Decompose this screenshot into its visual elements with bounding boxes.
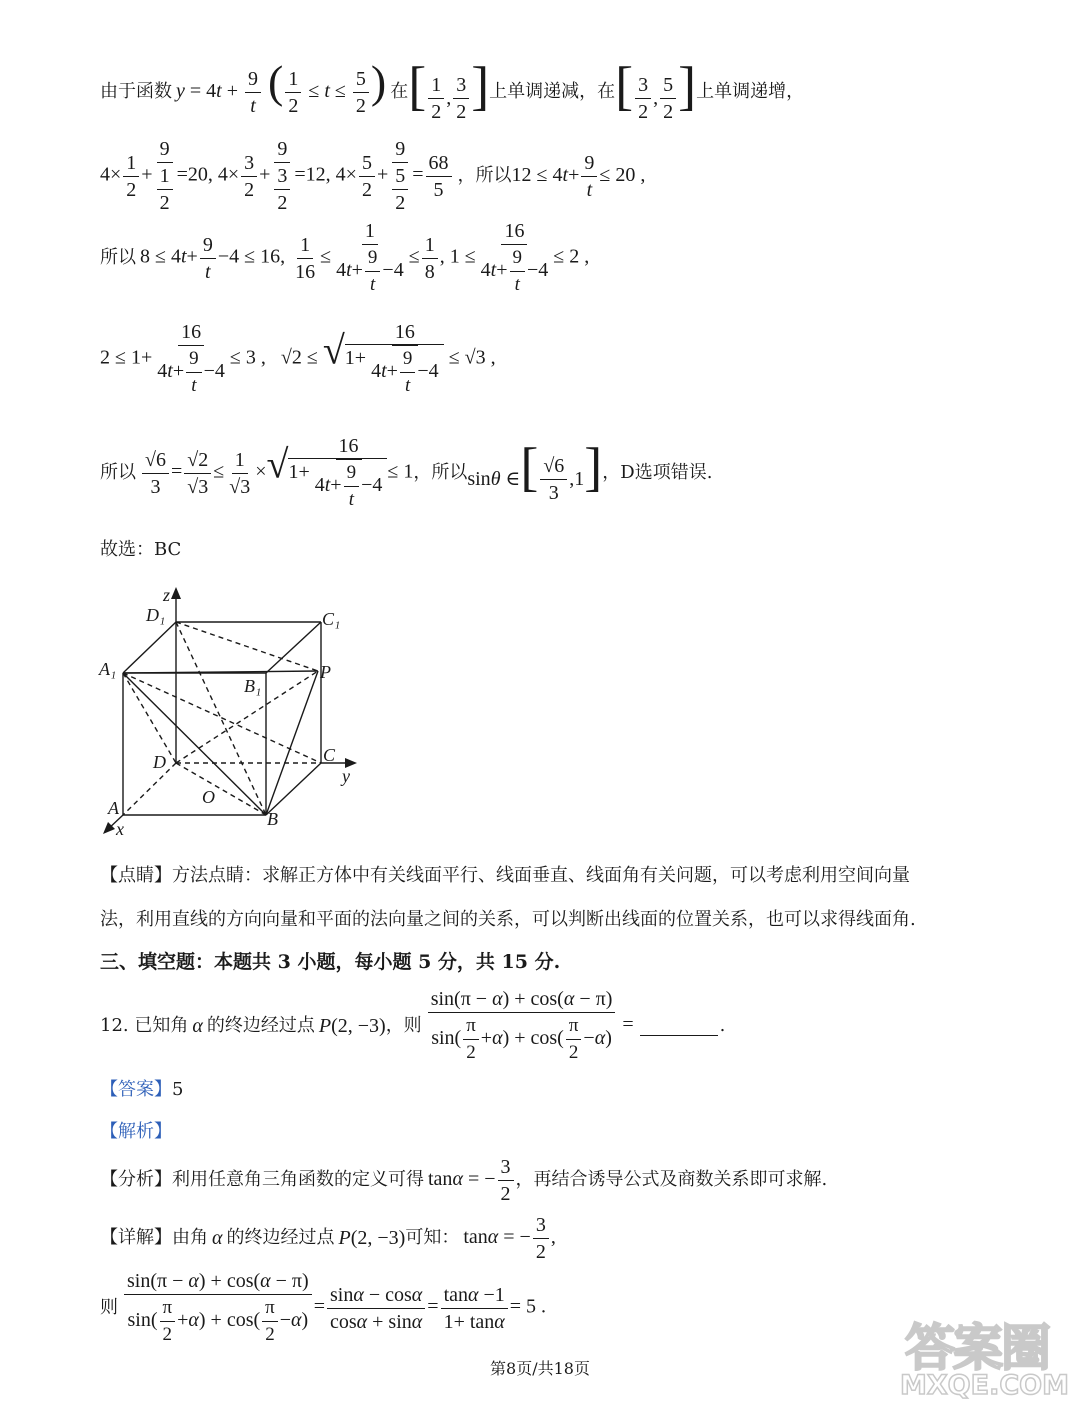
q12-then: ，则 <box>385 1015 422 1036</box>
formula-sin-theta: sinθ ∈[ $\frac{√6}{3}$ ,1] <box>467 436 603 505</box>
final-line <box>100 1266 546 1350</box>
q12-mid: 的终边经过点 <box>206 1015 315 1036</box>
seg-d1b <box>176 622 266 815</box>
formula-sin-range: $\frac{√6}{3}$ = $\frac{√2}{√3}$ ≤ $\frac{1}{√3}$ ×√1+ 16 4t+ $\frac{9}{t}$ −4 ≤ 1 <box>140 433 413 513</box>
dianjing-text1: 方法点睛：求解正方体中有关线面平行、线面垂直、线面角有关问题，可以考虑利用空间向量 <box>172 865 910 886</box>
label-c: C <box>323 745 336 765</box>
xiangjie-text2: 的终边经过点 <box>226 1227 335 1248</box>
text-dec: 上单调递减，在 <box>489 81 616 102</box>
text-d-wrong: ，D选项错误. <box>602 462 713 483</box>
interval-inc: [ $\frac{3}{2}$ , $\frac{5}{2}$ ] <box>615 55 697 124</box>
formula-bounds: 8 ≤ 4t+ $\frac{9}{t}$ −4 ≤ 16, $\frac{1}{16}$ ≤ 1 4t+ $\frac{9}{t}$ −4 ≤ $\frac{1}{8}$ , 1 ≤ 16 4t+ $\frac{9}{t}$ −4 ≤ 2 , <box>140 220 590 295</box>
label-d: D <box>153 752 166 772</box>
section-heading: 三、填空题：本题共 3 小题，每小题 5 分，共 15 分. <box>100 951 561 973</box>
page-footer: 第8页/共18页 <box>490 1359 590 1378</box>
tan-formula: tanα = − $\frac{3}{2}$ , <box>463 1213 556 1263</box>
fenxi-line <box>100 1152 827 1208</box>
answer-tag: 【答案】 <box>100 1079 172 1100</box>
fenxi-tag: 【分析】 <box>100 1169 172 1190</box>
xiangjie-text1: 由角 <box>172 1227 208 1248</box>
alpha-symbol: α <box>212 1227 223 1249</box>
label-x: x <box>116 819 124 839</box>
answer-blank <box>640 1017 718 1036</box>
formula-sqrt-range: 2 ≤ 1+ 16 4t+ $\frac{9}{t}$ −4 ≤ 3 , √2 ≤ √1+ 16 4t+ $\frac{9}{t}$ −4 ≤ √3 , <box>100 321 496 396</box>
point-p: P(2, −3) <box>338 1227 406 1249</box>
label-p: P <box>320 662 331 682</box>
watermark-bottom: MXQE.COM <box>900 1370 1069 1401</box>
label-d1: D₁ <box>146 605 166 625</box>
label-y: y <box>342 766 350 786</box>
xiangjie-text3: 可知： <box>405 1227 460 1248</box>
text-inc: 上单调递增， <box>696 81 805 102</box>
tan-formula: tanα = − $\frac{3}{2}$ <box>428 1154 516 1207</box>
seg-a1c <box>123 673 321 763</box>
watermark-top: 答案圈 <box>905 1319 1049 1377</box>
xiangjie-line <box>100 1210 556 1266</box>
choice-line: 故选：BC <box>100 539 182 560</box>
xiangjie-tag: 【详解】 <box>100 1227 172 1248</box>
interval-dec: [ $\frac{1}{2}$ , $\frac{3}{2}$ ] <box>408 55 490 124</box>
q12-lead: 12. 已知角 <box>100 1015 189 1036</box>
text-so2: ，所以 <box>413 462 468 483</box>
point-p: P(2, −3) <box>318 1015 386 1037</box>
label-b: B <box>267 809 278 829</box>
text-in: 在 <box>390 81 409 102</box>
text-ze: 则 <box>100 1297 118 1318</box>
text-lead: 由于函数 <box>100 81 172 102</box>
final-formula: sin(π − α) + cos(α − π) sin( $\frac{\pi}{2}$ +α) + cos( $\frac{\pi}{2}$ −α) = $\frac{\sin\alpha - \cos\alpha}{\cos\alpha + \sin\alpha}$ = $\frac{\tan\alpha -1}{1+ \tan\alpha}$ = 5 . <box>122 1268 546 1348</box>
formula-range: 12 ≤ 4t+ $\frac{9}{t}$ ≤ 20 , <box>511 151 646 201</box>
question-12 <box>100 986 725 1066</box>
dianjing-tag: 【点睛】 <box>100 865 172 886</box>
line-monotonic <box>100 55 805 124</box>
alpha-symbol: α <box>192 1015 203 1037</box>
text-so: 所以 <box>100 462 136 483</box>
formula-values: 4× $\frac{1}{2}$ + $\frac{9}{\frac{1}{2}}$ =20, 4× $\frac{3}{2}$ + $\frac{9}{\frac{3}{2}}$ =12, 4× $\frac{5}{2}$ + $\frac{9}{\frac{5}{2}}$ = $\frac{68}{5}$ <box>100 136 454 216</box>
answer-value: 5 <box>172 1079 184 1100</box>
label-a1: A₁ <box>99 659 117 679</box>
line-sin-range <box>100 430 712 516</box>
cube-figure <box>96 585 366 840</box>
answer-line <box>100 1078 183 1102</box>
arrow-z <box>171 587 181 599</box>
dianjing-text2: 法，利用直线的方向向量和平面的法向量之间的关系，可以判断出线面的位置关系，也可以求得线面角. <box>100 909 916 930</box>
edge-bc <box>266 763 321 815</box>
q12-end: . <box>719 1015 726 1036</box>
label-z: z <box>163 585 171 605</box>
jiexi-tag: 【解析】 <box>100 1121 172 1142</box>
seg-d1p <box>176 622 318 671</box>
q12-expression: sin(π − α) + cos(α − π) sin( $\frac{\pi}{2}$ +α) + cos( $\frac{\pi}{2}$ −α) = <box>426 986 634 1066</box>
label-b1: B₁ <box>244 676 262 696</box>
formula-function: y = 4t + $\frac{9}{t}$ ( $\frac{1}{2}$ ≤ t ≤ $\frac{5}{2}$ ) <box>176 55 387 117</box>
label-o: O <box>202 787 215 807</box>
fenxi-text2: ，再结合诱导公式及商数关系即可求解. <box>515 1169 828 1190</box>
text-so: ，所以 <box>457 165 512 186</box>
edge-da <box>123 763 176 815</box>
fenxi-text1: 利用任意角三角函数的定义可得 <box>172 1169 424 1190</box>
seg-pb <box>266 671 318 815</box>
label-a: A <box>108 798 119 818</box>
dianjing-line1 <box>100 864 910 888</box>
edge-c1b1 <box>266 622 321 673</box>
edge-d1a1 <box>123 622 176 673</box>
label-c1: C₁ <box>322 609 341 629</box>
line-values <box>100 136 645 216</box>
seg-a1p <box>123 671 318 673</box>
line-sqrt-range <box>100 316 496 402</box>
line-bounds <box>100 218 589 298</box>
text-so: 所以 <box>100 247 136 268</box>
